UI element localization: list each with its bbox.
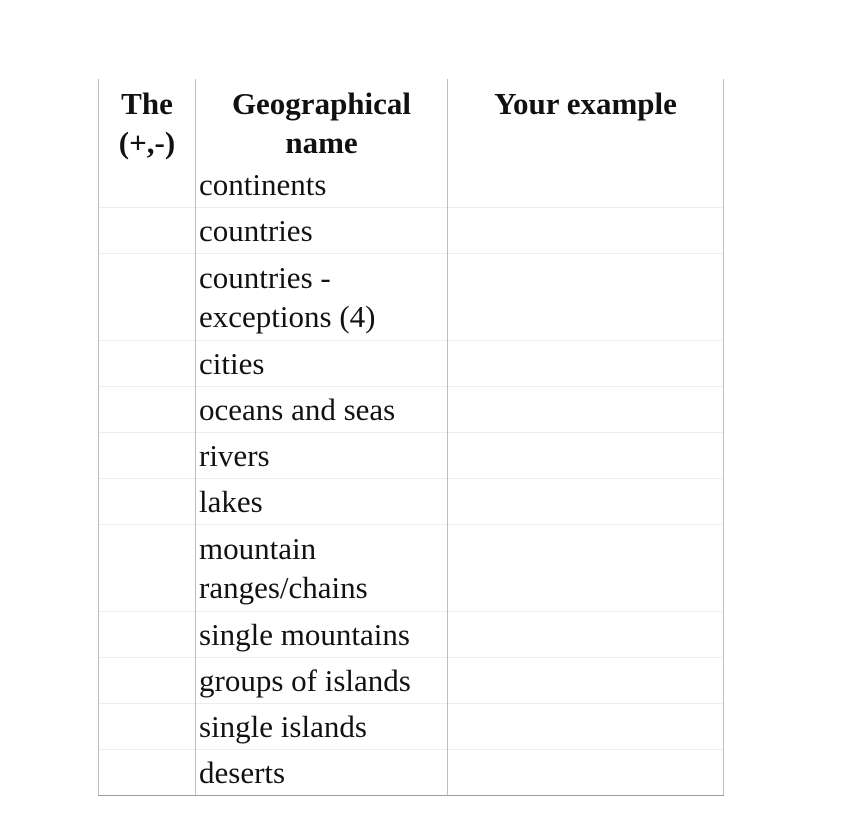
geo-name-cell: countries - exceptions (4) xyxy=(196,254,448,341)
geo-name-cell: cities xyxy=(196,341,448,387)
example-cell[interactable] xyxy=(448,387,724,433)
header-article: The (+,-) xyxy=(99,79,196,162)
geo-name-cell: single mountains xyxy=(196,612,448,658)
example-cell[interactable] xyxy=(448,479,724,525)
article-cell[interactable] xyxy=(99,208,196,254)
table-row xyxy=(99,254,724,341)
article-cell[interactable] xyxy=(99,612,196,658)
table-row xyxy=(99,525,724,612)
article-cell[interactable] xyxy=(99,387,196,433)
table-row xyxy=(99,750,724,796)
table-row xyxy=(99,479,724,525)
example-cell[interactable] xyxy=(448,525,724,612)
geo-name-cell: mountain ranges/chains xyxy=(196,525,448,612)
table-row xyxy=(99,704,724,750)
table-row xyxy=(99,612,724,658)
example-cell[interactable] xyxy=(448,341,724,387)
header-geographical-name: Geographical name xyxy=(196,79,448,162)
header-your-example: Your example xyxy=(448,79,724,162)
table-header-row xyxy=(99,79,724,162)
article-cell[interactable] xyxy=(99,254,196,341)
example-cell[interactable] xyxy=(448,254,724,341)
table-row xyxy=(99,341,724,387)
article-cell[interactable] xyxy=(99,658,196,704)
table-row xyxy=(99,208,724,254)
geo-name-cell: single islands xyxy=(196,704,448,750)
article-cell[interactable] xyxy=(99,162,196,208)
article-cell[interactable] xyxy=(99,341,196,387)
example-cell[interactable] xyxy=(448,750,724,796)
example-cell[interactable] xyxy=(448,658,724,704)
article-cell[interactable] xyxy=(99,750,196,796)
example-cell[interactable] xyxy=(448,162,724,208)
example-cell[interactable] xyxy=(448,433,724,479)
geo-name-cell: continents xyxy=(196,162,448,208)
geographical-names-table xyxy=(98,79,724,796)
geo-name-cell: countries xyxy=(196,208,448,254)
example-cell[interactable] xyxy=(448,612,724,658)
geo-name-cell: lakes xyxy=(196,479,448,525)
table-row xyxy=(99,387,724,433)
geo-name-cell: deserts xyxy=(196,750,448,796)
table-row xyxy=(99,162,724,208)
geo-name-cell: rivers xyxy=(196,433,448,479)
article-cell[interactable] xyxy=(99,479,196,525)
table-row xyxy=(99,658,724,704)
article-cell[interactable] xyxy=(99,433,196,479)
example-cell[interactable] xyxy=(448,208,724,254)
example-cell[interactable] xyxy=(448,704,724,750)
geo-name-cell: oceans and seas xyxy=(196,387,448,433)
geo-name-cell: groups of islands xyxy=(196,658,448,704)
article-cell[interactable] xyxy=(99,704,196,750)
article-cell[interactable] xyxy=(99,525,196,612)
table-row xyxy=(99,433,724,479)
